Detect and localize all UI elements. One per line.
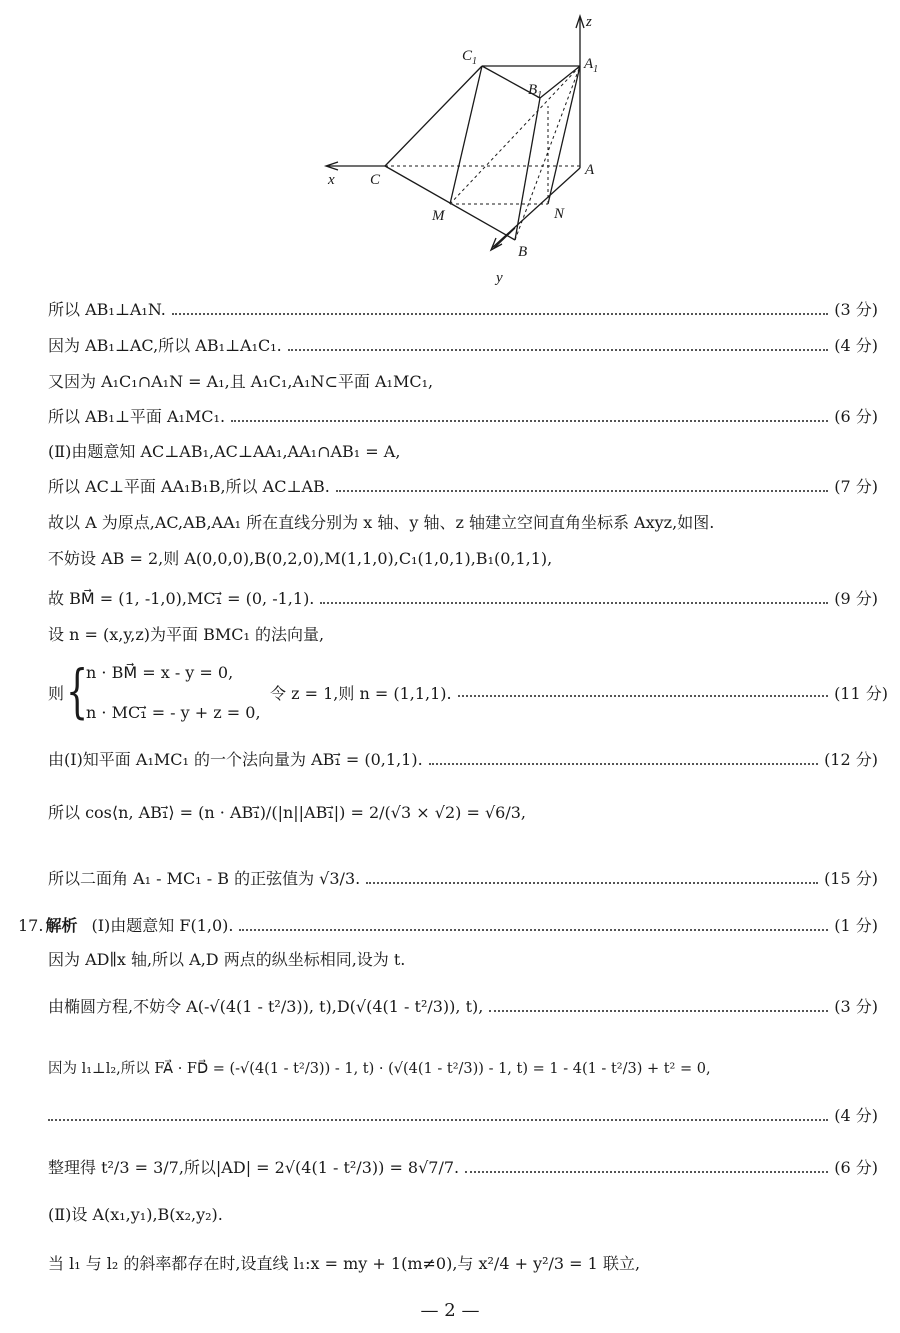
question-17-header: 17. 解析 (Ⅰ)由题意知 F(1,0). (1 分) (18, 916, 878, 935)
solution-line: (4 分) (48, 1103, 878, 1129)
solution-line: 所以 AC⊥平面 AA₁B₁B,所以 AC⊥AB. (7 分) (48, 477, 878, 496)
y-axis-to-B (492, 168, 580, 248)
solution-line: 不妨设 AB = 2,则 A(0,0,0),B(0,2,0),M(1,1,0),C₁(1,0,1),B₁(0,1,1), (48, 549, 553, 568)
solution-line: 因为 AD∥x 轴,所以 A,D 两点的纵坐标相同,设为 t. (48, 950, 406, 969)
label-y: y (496, 270, 503, 286)
solution-line: 设 n = (x,y,z)为平面 BMC₁ 的法向量, (48, 625, 325, 644)
page-number: — 2 — (420, 1300, 480, 1321)
solution-line: 当 l₁ 与 l₂ 的斜率都存在时,设直线 l₁:x = my + 1(m≠0),与 x²/4 + y²/3 = 1 联立, (48, 1254, 641, 1273)
solution-line: (Ⅱ)由题意知 AC⊥AB₁,AC⊥AA₁,AA₁∩AB₁ = A, (48, 442, 401, 461)
edge-B1-B (515, 98, 540, 240)
label-C1: $C_1$ (462, 48, 478, 67)
label-B: B (518, 244, 528, 260)
solution-line: 故以 A 为原点,AC,AB,AA₁ 所在直线分别为 x 轴、y 轴、z 轴建立空间直角坐标系 Axyz,如图. (48, 513, 715, 532)
brace: { (66, 657, 89, 725)
solution-line: (Ⅱ)设 A(x₁,y₁),B(x₂,y₂). (48, 1205, 223, 1224)
label-N: N (554, 206, 565, 222)
coordinate-figure (310, 8, 610, 293)
solution-line: 又因为 A₁C₁∩A₁N = A₁,且 A₁C₁,A₁N⊂平面 A₁MC₁, (48, 372, 434, 391)
label-A1: $A_1$ (584, 56, 599, 75)
label-B1: $B_1$ (528, 82, 543, 101)
solution-line: 因为 l₁⊥l₂,所以 FA⃗ · FD⃗ = (-√(4(1 - t²/3)) - 1, t) · (√(4(1 - t²/3)) - 1, t) = 1 - 4(1 - t²/3) + t² = 0, (48, 1061, 711, 1077)
edge-C1-M (450, 66, 482, 204)
solution-line: 所以 AB₁⊥平面 A₁MC₁. (6 分) (48, 407, 878, 426)
solution-line: 所以 cos⟨n, AB₁⃗⟩ = (n · AB₁⃗)/(|n||AB₁⃗|) = 2/(√3 × √2) = √6/3, (48, 803, 526, 822)
solution-line: 所以 AB₁⊥A₁N. (3 分) (48, 300, 878, 319)
edge-M-A1 (450, 66, 580, 204)
solution-line: 故 BM⃗ = (1, -1,0),MC₁⃗ = (0, -1,1). (9 分) (48, 589, 878, 608)
equation-system: 则 { n · BM⃗ = x - y = 0, n · MC₁⃗ = - y + z = 0, 令 z = 1,则 n = (1,1,1). (11 分) (48, 657, 888, 725)
solution-line: 所以二面角 A₁ - MC₁ - B 的正弦值为 √3/3. (15 分) (48, 869, 878, 888)
solution-line: 由(Ⅰ)知平面 A₁MC₁ 的一个法向量为 AB₁⃗ = (0,1,1). (12 分) (48, 750, 878, 769)
solution-line: 整理得 t²/3 = 3/7,所以|AD| = 2√(4(1 - t²/3)) = 8√7/7. (6 分) (48, 1158, 878, 1177)
edge-C-C1 (385, 66, 482, 166)
label-x: x (328, 172, 335, 188)
solution-line: 因为 AB₁⊥AC,所以 AB₁⊥A₁C₁. (4 分) (48, 336, 878, 355)
label-A: A (585, 162, 595, 178)
solution-line: 由椭圆方程,不妨令 A(-√(4(1 - t²/3)), t),D(√(4(1 - t²/3)), t), (3 分) (48, 997, 878, 1016)
label-M: M (432, 208, 445, 224)
label-C: C (370, 172, 381, 188)
label-z: z (586, 14, 592, 30)
